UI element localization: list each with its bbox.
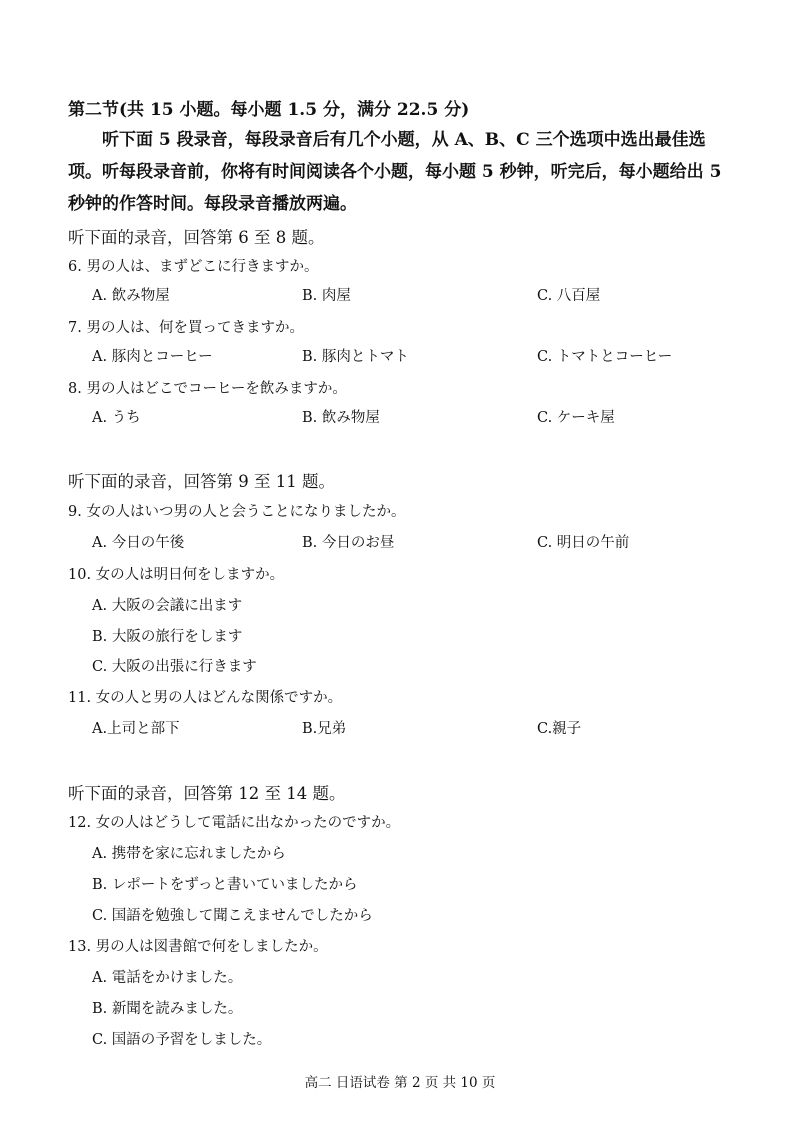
option-c: C.親子 bbox=[537, 721, 582, 737]
section-title: 第二节(共 15 小题。每小题 1.5 分，满分 22.5 分) bbox=[68, 100, 470, 120]
question-stem: 13. 男の人は図書館で何をしましたか。 bbox=[68, 939, 328, 955]
question-stem: 12. 女の人はどうして電話に出なかったのですか。 bbox=[68, 815, 401, 831]
group-heading: 听下面的录音，回答第 6 至 8 题。 bbox=[68, 228, 325, 247]
option-b: B. 今日のお昼 bbox=[302, 535, 395, 551]
question-stem: 10. 女の人は明日何をしますか。 bbox=[68, 567, 285, 583]
group-heading: 听下面的录音，回答第 12 至 14 题。 bbox=[68, 784, 346, 803]
option-a: A. 飲み物屋 bbox=[92, 288, 170, 304]
option-a: A. 豚肉とコーヒー bbox=[92, 349, 213, 365]
option-a: A. 携帯を家に忘れましたから bbox=[92, 846, 286, 862]
option-c: C. 国語を勉強して聞こえませんでしたから bbox=[92, 908, 373, 924]
option-a: A. 今日の午後 bbox=[92, 535, 185, 551]
question-stem: 11. 女の人と男の人はどんな関係ですか。 bbox=[68, 690, 343, 706]
option-b: B. 新聞を読みました。 bbox=[92, 1001, 243, 1017]
option-c: C. 八百屋 bbox=[537, 288, 601, 304]
option-c: C. ケーキ屋 bbox=[537, 410, 615, 426]
option-c: C. 大阪の出張に行きます bbox=[92, 659, 257, 675]
question-stem: 8. 男の人はどこでコーヒーを飲みますか。 bbox=[68, 381, 347, 397]
option-a: A.上司と部下 bbox=[92, 721, 180, 737]
option-b: B. 飲み物屋 bbox=[302, 410, 380, 426]
page-footer: 高二 日语试卷 第 2 页 共 10 页 bbox=[304, 1075, 496, 1091]
option-a: A. 電話をかけました。 bbox=[92, 970, 243, 986]
option-c: C. トマトとコーヒー bbox=[537, 349, 673, 365]
option-b: B. 肉屋 bbox=[302, 288, 351, 304]
option-c: C. 明日の午前 bbox=[537, 535, 630, 551]
question-stem: 9. 女の人はいつ男の人と会うことになりましたか。 bbox=[68, 504, 406, 520]
option-c: C. 国語の予習をしました。 bbox=[92, 1032, 272, 1048]
question-stem: 6. 男の人は、まずどこに行きますか。 bbox=[68, 259, 319, 275]
question-stem: 7. 男の人は、何を買ってきますか。 bbox=[68, 320, 304, 336]
option-b: B.兄弟 bbox=[302, 721, 347, 737]
option-a: A. 大阪の会議に出ます bbox=[92, 598, 243, 614]
option-a: A. うち bbox=[92, 410, 141, 426]
section-instructions: 听下面 5 段录音，每段录音后有几个小题，从 A、B、C 三个选项中选出最佳选项。听每段录音前，你将有时间阅读各个小题，每小题 5 秒钟，听完后，每小题给出 5 秒钟的作答时间。每段录音播放两遍。 bbox=[68, 130, 722, 214]
option-b: B. 豚肉とトマト bbox=[302, 349, 409, 365]
option-b: B. レポートをずっと書いていましたから bbox=[92, 877, 358, 893]
option-b: B. 大阪の旅行をします bbox=[92, 629, 243, 645]
group-heading: 听下面的录音，回答第 9 至 11 题。 bbox=[68, 472, 335, 491]
